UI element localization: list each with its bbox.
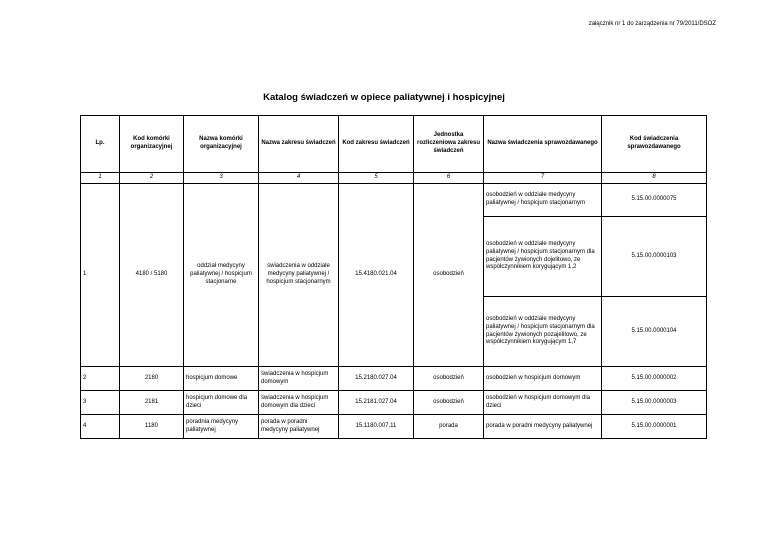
cell-nazwa-zakresu: porada w poradni medycyny paliatywnej	[259, 415, 339, 439]
cell-kod-swiadczenia: 5.15.00.0000003	[602, 391, 707, 415]
header-row	[81, 116, 707, 173]
column-number: 1	[81, 173, 120, 184]
cell-kod-komorki: 2181	[120, 391, 184, 415]
cell-kod-swiadczenia: 5.15.00.0000104	[602, 297, 707, 367]
header-nazwa-swiadczenia: Nazwa świadczenia sprawozdawanego	[484, 116, 602, 173]
page-title: Katalog świadczeń w opiece paliatywnej i hospicyjnej	[263, 92, 505, 103]
cell-kod-swiadczenia: 5.15.00.0000002	[602, 367, 707, 391]
cell-nazwa-swiadczenia: osobodzień w hospicjum domowym	[484, 367, 602, 391]
catalog-table	[80, 115, 707, 439]
cell-kod-swiadczenia: 5.15.00.0000075	[602, 184, 707, 217]
cell-kod-zakresu: 15.2180.027.04	[339, 367, 414, 391]
column-number: 5	[339, 173, 414, 184]
column-number: 2	[120, 173, 184, 184]
header-nazwa-komorki: Nazwa komórki organizacyjnej	[184, 116, 259, 173]
cell-lp: 1	[81, 184, 120, 367]
column-number: 7	[484, 173, 602, 184]
cell-nazwa-komorki: hospicjum domowe	[184, 367, 259, 391]
cell-nazwa-komorki: poradnia medycyny paliatywnej	[184, 415, 259, 439]
column-number: 6	[414, 173, 484, 184]
cell-kod-komorki: 2180	[120, 367, 184, 391]
cell-lp: 2	[81, 367, 120, 391]
cell-jednostka: osobodzień	[414, 184, 484, 367]
cell-kod-swiadczenia: 5.15.00.0000103	[602, 217, 707, 297]
cell-nazwa-komorki: hospicjum domowe dla dzieci	[184, 391, 259, 415]
header-kod-zakresu: Kod zakresu świadczeń	[339, 116, 414, 173]
cell-kod-zakresu: 15.1180.007.11	[339, 415, 414, 439]
column-number-row	[81, 173, 707, 184]
header-nazwa-zakresu: Nazwa zakresu świadczeń	[259, 116, 339, 173]
table-row	[81, 415, 707, 439]
attachment-note: załącznik nr 1 do zarządzenia nr 79/2011/DSOZ	[588, 21, 716, 27]
cell-nazwa-swiadczenia: osobodzień w oddziale medycyny paliatywnej / hospicjum stacjonarnym	[484, 184, 602, 217]
cell-kod-zakresu: 15.2181.027.04	[339, 391, 414, 415]
cell-nazwa-komorki: oddział medycyny paliatywnej / hospicjum stacjonarne	[184, 184, 259, 367]
column-number: 3	[184, 173, 259, 184]
cell-lp: 3	[81, 391, 120, 415]
cell-kod-swiadczenia: 5.15.00.0000001	[602, 415, 707, 439]
cell-nazwa-zakresu: świadczenia w hospicjum domowym	[259, 367, 339, 391]
cell-jednostka: osobodzień	[414, 367, 484, 391]
cell-kod-komorki: 4180 / 5180	[120, 184, 184, 367]
table-row	[81, 184, 707, 217]
cell-nazwa-zakresu: świadczenia w oddziale medycyny paliatywnej / hospicjum stacjonarnym	[259, 184, 339, 367]
cell-jednostka: osobodzień	[414, 391, 484, 415]
cell-kod-komorki: 1180	[120, 415, 184, 439]
cell-kod-zakresu: 15.4180.021.04	[339, 184, 414, 367]
header-lp: Lp.	[81, 116, 120, 173]
header-kod-swiadczenia: Kod świadczenia sprawozdawanego	[602, 116, 707, 173]
cell-nazwa-swiadczenia: osobodzień w hospicjum domowym dla dzieci	[484, 391, 602, 415]
cell-nazwa-zakresu: świadczenia w hospicjum domowym dla dzieci	[259, 391, 339, 415]
table-row	[81, 367, 707, 391]
cell-nazwa-swiadczenia: osobodzień w oddziale medycyny paliatywnej / hospicjum stacjonarnym dla pacjentów żywionych pozajelitowo, ze współczynnikiem korygującym 1,7	[484, 297, 602, 367]
header-jednostka: Jednostka rozliczeniowa zakresu świadczeń	[414, 116, 484, 173]
column-number: 4	[259, 173, 339, 184]
table-row	[81, 391, 707, 415]
cell-lp: 4	[81, 415, 120, 439]
cell-nazwa-swiadczenia: porada w poradni medycyny paliatywnej	[484, 415, 602, 439]
column-number: 8	[602, 173, 707, 184]
header-kod-komorki: Kod komórki organizacyjnej	[120, 116, 184, 173]
cell-jednostka: porada	[414, 415, 484, 439]
cell-nazwa-swiadczenia: osobodzień w oddziale medycyny paliatywnej / hospicjum stacjonarnym dla pacjentów żywionych dojelitowo, ze współczynnikiem korygującym 1,2	[484, 217, 602, 297]
